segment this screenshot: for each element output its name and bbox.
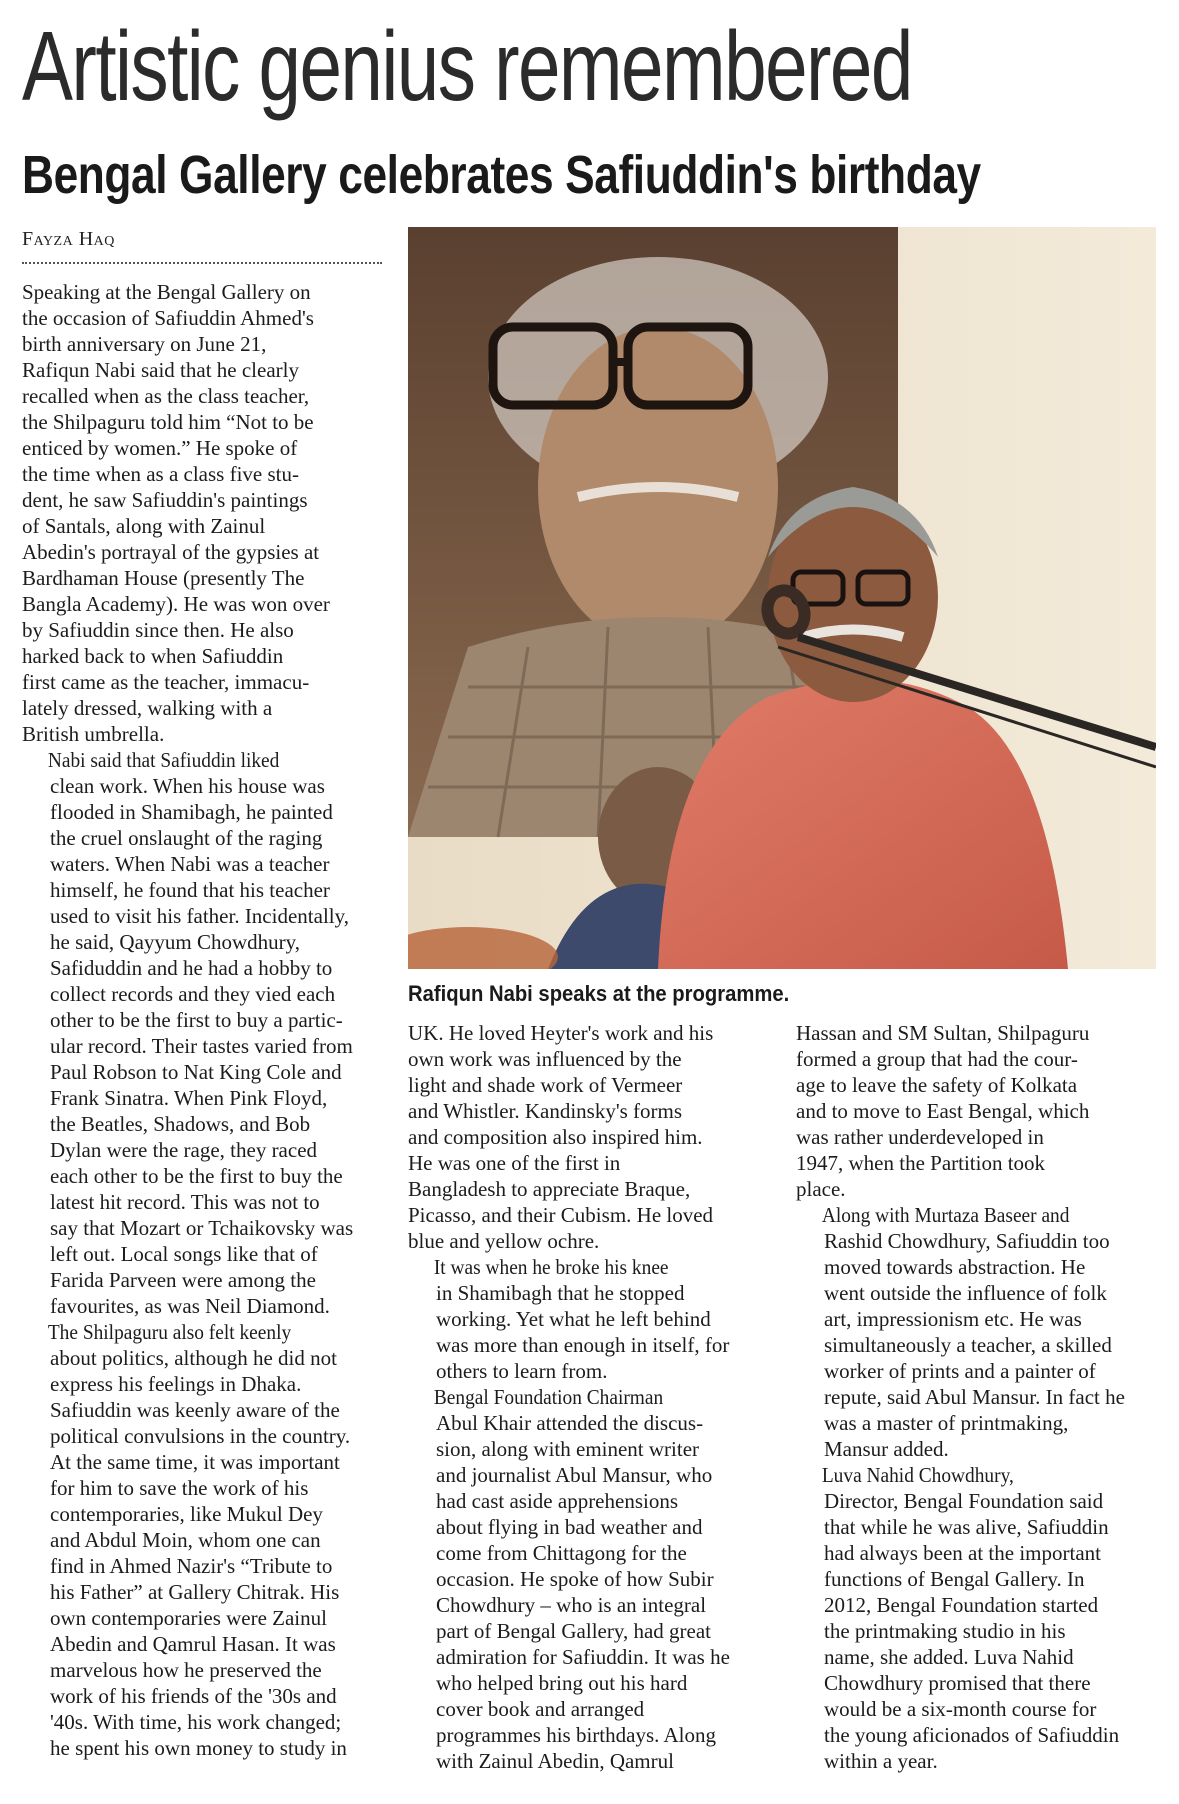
text-line: waters. When Nabi was a teacher bbox=[50, 852, 330, 876]
text-line: would be a six-month course for bbox=[824, 1697, 1097, 1721]
text-line: Along with Murtaza Baseer and bbox=[821, 1203, 1070, 1227]
text-line: favourites, as was Neil Diamond. bbox=[50, 1294, 330, 1318]
text-line: he said, Qayyum Chowdhury, bbox=[50, 930, 301, 954]
text-line: other to be the first to buy a partic- bbox=[50, 1008, 343, 1032]
text-line: art, impressionism etc. He was bbox=[824, 1307, 1082, 1331]
text-line: Bengal Foundation Chairman bbox=[433, 1385, 664, 1409]
text-line: At the same time, it was important bbox=[50, 1450, 340, 1474]
text-line: harked back to when Safiuddin bbox=[22, 644, 284, 668]
article-paragraph bbox=[22, 747, 387, 1319]
article-column-2 bbox=[408, 1020, 773, 1774]
text-line: Hassan and SM Sultan, Shilpaguru bbox=[796, 1021, 1090, 1045]
text-line: the occasion of Safiuddin Ahmed's bbox=[22, 306, 314, 330]
text-line: formed a group that had the cour- bbox=[796, 1047, 1078, 1071]
text-line: Farida Parveen were among the bbox=[50, 1268, 316, 1292]
text-line: about flying in bad weather and bbox=[436, 1515, 703, 1539]
article-paragraph bbox=[408, 1020, 773, 1254]
text-line: the time when as a class five stu- bbox=[22, 462, 299, 486]
text-line: was more than enough in itself, for bbox=[436, 1333, 730, 1357]
byline-divider bbox=[22, 262, 382, 264]
text-line: and to move to East Bengal, which bbox=[796, 1099, 1090, 1123]
text-line: Chowdhury promised that there bbox=[824, 1671, 1091, 1695]
text-line: of Santals, along with Zainul bbox=[22, 514, 266, 538]
text-line: lately dressed, walking with a bbox=[22, 696, 273, 720]
text-line: UK. He loved Heyter's work and his bbox=[408, 1021, 714, 1045]
article-paragraph bbox=[796, 1462, 1161, 1774]
text-line: 2012, Bengal Foundation started bbox=[824, 1593, 1099, 1617]
text-line: he spent his own money to study in bbox=[50, 1736, 347, 1760]
text-line: own contemporaries were Zainul bbox=[50, 1606, 327, 1630]
text-line: Dylan were the rage, they raced bbox=[50, 1138, 318, 1162]
text-line: It was when he broke his knee bbox=[433, 1255, 669, 1279]
text-line: name, she added. Luva Nahid bbox=[824, 1645, 1074, 1669]
text-line: sion, along with eminent writer bbox=[436, 1437, 700, 1461]
text-line: within a year. bbox=[824, 1749, 938, 1773]
text-line: Chowdhury – who is an integral bbox=[436, 1593, 707, 1617]
text-line: political convulsions in the country. bbox=[50, 1424, 351, 1448]
text-line: each other to be the first to buy the bbox=[50, 1164, 343, 1188]
text-line: enticed by women.” He spoke of bbox=[22, 436, 298, 460]
text-line: express his feelings in Dhaka. bbox=[50, 1372, 302, 1396]
text-line: Abedin's portrayal of the gypsies at bbox=[22, 540, 320, 564]
text-line: repute, said Abul Mansur. In fact he bbox=[824, 1385, 1125, 1409]
article-column-3 bbox=[796, 1020, 1161, 1774]
text-line: Rashid Chowdhury, Safiuddin too bbox=[824, 1229, 1110, 1253]
text-line: simultaneously a teacher, a skilled bbox=[824, 1333, 1112, 1357]
text-line: Director, Bengal Foundation said bbox=[824, 1489, 1104, 1513]
article-paragraph bbox=[408, 1384, 773, 1774]
text-line: Bardhaman House (presently The bbox=[22, 566, 305, 590]
text-line: the young aficionados of Safiuddin bbox=[824, 1723, 1120, 1747]
headline: Artistic genius remembered bbox=[22, 11, 912, 121]
text-line: moved towards abstraction. He bbox=[824, 1255, 1086, 1279]
article-paragraph bbox=[796, 1020, 1161, 1202]
text-line: Safiduddin and he had a hobby to bbox=[50, 956, 333, 980]
text-line: was a master of printmaking, bbox=[824, 1411, 1069, 1435]
text-line: had cast aside apprehensions bbox=[436, 1489, 679, 1513]
text-line: Paul Robson to Nat King Cole and bbox=[50, 1060, 342, 1084]
text-line: with Zainul Abedin, Qamrul bbox=[436, 1749, 674, 1773]
text-line: Abedin and Qamrul Hasan. It was bbox=[50, 1632, 336, 1656]
byline: Fayza Haq bbox=[22, 228, 115, 250]
text-line: occasion. He spoke of how Subir bbox=[436, 1567, 714, 1591]
photo-caption: Rafiqun Nabi speaks at the programme. bbox=[408, 981, 790, 1006]
text-line: find in Ahmed Nazir's “Tribute to bbox=[50, 1554, 333, 1578]
text-line: the cruel onslaught of the raging bbox=[50, 826, 323, 850]
text-line: Picasso, and their Cubism. He loved bbox=[408, 1203, 714, 1227]
text-line: working. Yet what he left behind bbox=[436, 1307, 711, 1331]
text-line: others to learn from. bbox=[436, 1359, 608, 1383]
text-line: Bangla Academy). He was won over bbox=[22, 592, 330, 616]
text-line: latest hit record. This was not to bbox=[50, 1190, 320, 1214]
text-line: and composition also inspired him. bbox=[408, 1125, 703, 1149]
text-line: British umbrella. bbox=[22, 722, 165, 746]
text-line: by Safiuddin since then. He also bbox=[22, 618, 294, 642]
text-line: the Shilpaguru told him “Not to be bbox=[22, 410, 314, 434]
text-line: dent, he saw Safiuddin's paintings bbox=[22, 488, 308, 512]
text-line: place. bbox=[796, 1177, 846, 1201]
text-line: Luva Nahid Chowdhury, bbox=[821, 1463, 1014, 1487]
text-line: clean work. When his house was bbox=[50, 774, 325, 798]
text-line: '40s. With time, his work changed; bbox=[50, 1710, 342, 1734]
text-line: for him to save the work of his bbox=[50, 1476, 309, 1500]
text-line: Speaking at the Bengal Gallery on bbox=[22, 280, 311, 304]
text-line: Safiuddin was keenly aware of the bbox=[50, 1398, 340, 1422]
article-paragraph bbox=[22, 279, 387, 747]
text-line: was rather underdeveloped in bbox=[796, 1125, 1044, 1149]
text-line: and Whistler. Kandinsky's forms bbox=[408, 1099, 683, 1123]
text-line: work of his friends of the '30s and bbox=[50, 1684, 337, 1708]
text-line: that while he was alive, Safiuddin bbox=[824, 1515, 1109, 1539]
text-line: Bangladesh to appreciate Braque, bbox=[408, 1177, 691, 1201]
text-line: programmes his birthdays. Along bbox=[436, 1723, 716, 1747]
text-line: worker of prints and a painter of bbox=[824, 1359, 1096, 1383]
text-line: marvelous how he preserved the bbox=[50, 1658, 322, 1682]
text-line: come from Chittagong for the bbox=[436, 1541, 687, 1565]
text-line: his Father” at Gallery Chitrak. His bbox=[50, 1580, 340, 1604]
text-line: Rafiqun Nabi said that he clearly bbox=[22, 358, 299, 382]
text-line: Frank Sinatra. When Pink Floyd, bbox=[50, 1086, 328, 1110]
text-line: flooded in Shamibagh, he painted bbox=[50, 800, 333, 824]
text-line: admiration for Safiuddin. It was he bbox=[436, 1645, 730, 1669]
text-line: The Shilpaguru also felt keenly bbox=[47, 1320, 292, 1344]
text-line: recalled when as the class teacher, bbox=[22, 384, 310, 408]
subheadline: Bengal Gallery celebrates Safiuddin's birthday bbox=[22, 145, 981, 205]
text-line: birth anniversary on June 21, bbox=[22, 332, 267, 356]
text-line: functions of Bengal Gallery. In bbox=[824, 1567, 1085, 1591]
text-line: left out. Local songs like that of bbox=[50, 1242, 318, 1266]
text-line: who helped bring out his hard bbox=[436, 1671, 688, 1695]
text-line: used to visit his father. Incidentally, bbox=[50, 904, 349, 928]
text-line: the printmaking studio in his bbox=[824, 1619, 1066, 1643]
article-photo bbox=[408, 227, 1156, 969]
text-line: first came as the teacher, immacu- bbox=[22, 670, 310, 694]
photo-illustration bbox=[408, 227, 1156, 969]
text-line: had always been at the important bbox=[824, 1541, 1101, 1565]
text-line: in Shamibagh that he stopped bbox=[436, 1281, 685, 1305]
article-paragraph bbox=[22, 1319, 387, 1761]
text-line: Nabi said that Safiuddin liked bbox=[47, 748, 280, 772]
text-line: contemporaries, like Mukul Dey bbox=[50, 1502, 323, 1526]
text-line: part of Bengal Gallery, had great bbox=[436, 1619, 712, 1643]
text-line: own work was influenced by the bbox=[408, 1047, 682, 1071]
text-line: cover book and arranged bbox=[436, 1697, 645, 1721]
text-line: light and shade work of Vermeer bbox=[408, 1073, 683, 1097]
text-line: 1947, when the Partition took bbox=[796, 1151, 1046, 1175]
article-paragraph bbox=[408, 1254, 773, 1384]
text-line: and Abdul Moin, whom one can bbox=[50, 1528, 321, 1552]
text-line: went outside the influence of folk bbox=[824, 1281, 1107, 1305]
article-paragraph bbox=[796, 1202, 1161, 1462]
text-line: collect records and they vied each bbox=[50, 982, 336, 1006]
text-line: about politics, although he did not bbox=[50, 1346, 337, 1370]
article-column-1 bbox=[22, 279, 387, 1761]
text-line: He was one of the first in bbox=[408, 1151, 621, 1175]
text-line: age to leave the safety of Kolkata bbox=[796, 1073, 1078, 1097]
text-line: ular record. Their tastes varied from bbox=[50, 1034, 353, 1058]
text-line: the Beatles, Shadows, and Bob bbox=[50, 1112, 311, 1136]
text-line: himself, he found that his teacher bbox=[50, 878, 330, 902]
text-line: say that Mozart or Tchaikovsky was bbox=[50, 1216, 354, 1240]
text-line: Mansur added. bbox=[824, 1437, 949, 1461]
text-line: Abul Khair attended the discus- bbox=[436, 1411, 704, 1435]
text-line: blue and yellow ochre. bbox=[408, 1229, 600, 1253]
text-line: and journalist Abul Mansur, who bbox=[436, 1463, 713, 1487]
